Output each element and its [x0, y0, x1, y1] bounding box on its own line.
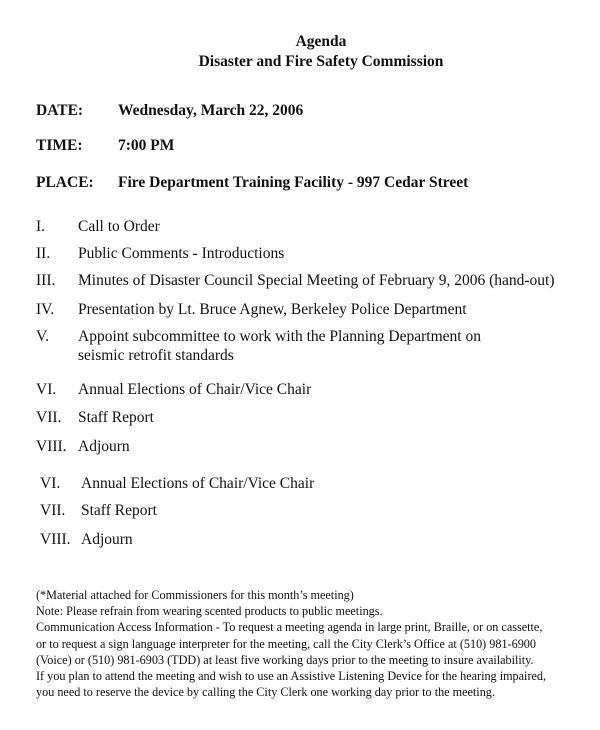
agenda-item-number: V.: [36, 328, 50, 345]
agenda-item-text: Call to Order: [78, 218, 160, 235]
agenda-item-number: VII.: [36, 409, 62, 426]
agenda-item-number: VIII.: [40, 531, 71, 548]
place-row: [36, 174, 468, 192]
time-label: TIME:: [36, 137, 83, 154]
notes-block: [36, 587, 546, 700]
agenda-item-text: Adjourn: [78, 438, 130, 455]
date-label: DATE:: [36, 102, 84, 119]
agenda-item-text: Presentation by Lt. Bruce Agnew, Berkeley Police Department: [78, 301, 467, 318]
agenda-item-number: II.: [36, 245, 51, 262]
document-subtitle: Disaster and Fire Safety Commission: [198, 53, 444, 70]
place-value: Fire Department Training Facility - 997 Cedar Street: [118, 174, 469, 191]
agenda-item-number: VI.: [40, 475, 61, 492]
note-line: (Voice) or (510) 981-6903 (TDD) at least five working days prior to the meeting to insure availability.: [36, 652, 534, 667]
agenda-item-number: III.: [36, 272, 56, 289]
date-row: [36, 102, 303, 120]
agenda-item-text: Appoint subcommittee to work with the Planning Department on: [78, 328, 481, 345]
note-line: or to request a sign language interpreter for the meeting, call the City Clerk’s Office at (510) 981-6900: [36, 636, 536, 651]
note-line: If you plan to attend the meeting and wish to use an Assistive Listening Device for the hearing impaired,: [36, 668, 547, 683]
agenda-item-number: I.: [36, 218, 46, 235]
agenda-item-text-continued: seismic retrofit standards: [78, 347, 234, 364]
agenda-item-text: Adjourn: [81, 531, 133, 548]
agenda-item-text: Annual Elections of Chair/Vice Chair: [81, 475, 315, 492]
note-line: (*Material attached for Commissioners for this month’s meeting): [36, 588, 354, 602]
note-line: you need to reserve the device by calling the City Clerk one working day prior to the meeting.: [36, 685, 495, 700]
agenda-item-text: Public Comments - Introductions: [78, 245, 285, 262]
agenda-item-text: Staff Report: [78, 409, 154, 426]
time-row: [36, 137, 174, 155]
agenda-item-text: Minutes of Disaster Council Special Meeting of February 9, 2006 (hand-out): [78, 272, 555, 289]
time-value: 7:00 PM: [118, 137, 175, 154]
agenda-item-number: VI.: [36, 381, 57, 398]
agenda-item-number: VIII.: [36, 438, 67, 455]
agenda-item-number: IV.: [36, 301, 55, 318]
agenda-item-number: VII.: [40, 502, 66, 519]
note-line: Communication Access Information - To request a meeting agenda in large print, Braille, or on cassette,: [36, 620, 543, 635]
agenda-item-text: Annual Elections of Chair/Vice Chair: [78, 381, 312, 398]
document-title: Agenda: [295, 33, 347, 50]
date-value: Wednesday, March 22, 2006: [118, 102, 304, 119]
note-line: Note: Please refrain from wearing scented products to public meetings.: [36, 604, 383, 619]
place-label: PLACE:: [36, 174, 94, 191]
agenda-item-text: Staff Report: [81, 502, 157, 519]
